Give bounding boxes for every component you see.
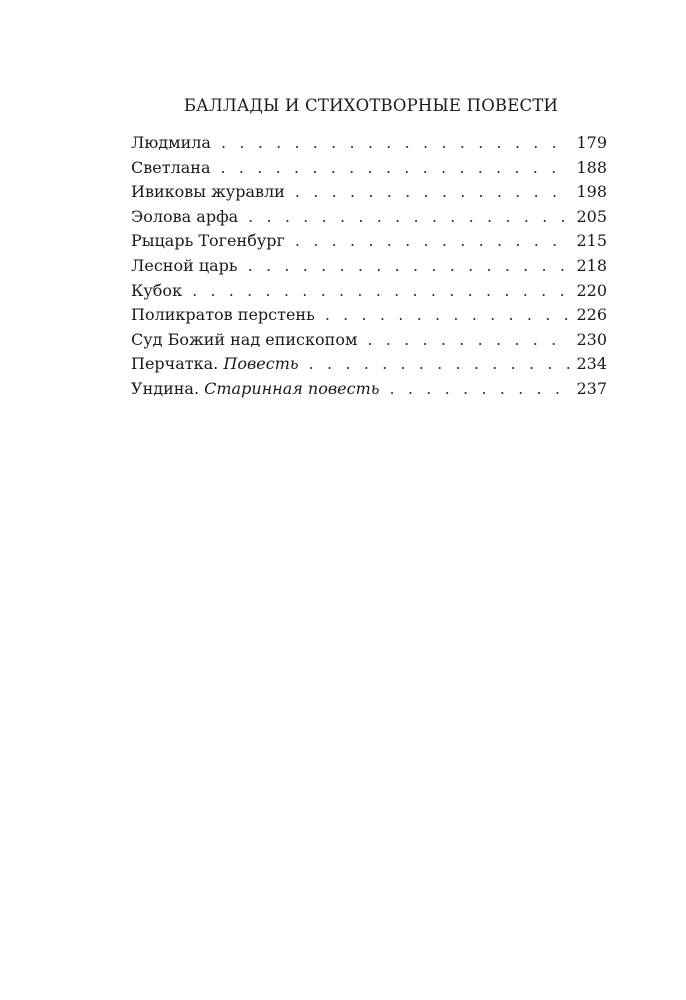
entry-title [131, 377, 379, 402]
entry-page-number: 218 [576, 255, 607, 275]
entry-title: Рыцарь Тогенбург [131, 231, 285, 251]
table-of-contents [131, 96, 607, 402]
entry-page-number: 179 [576, 133, 607, 152]
dot-leader [221, 131, 571, 156]
entry-subtitle: Старинная повесть [204, 378, 380, 398]
entry-page-number: 220 [576, 280, 607, 300]
toc-entry[interactable] [131, 180, 607, 205]
toc-entry[interactable] [131, 205, 607, 230]
dot-leader [389, 377, 570, 402]
toc-entry[interactable] [131, 377, 607, 402]
dot-leader [220, 156, 570, 181]
entry-title: Ивиковы журавли [131, 182, 285, 202]
toc-entry[interactable] [131, 156, 607, 181]
toc-entry[interactable] [131, 328, 607, 353]
dot-leader [325, 303, 571, 328]
entry-title-text: Ундина. [131, 378, 200, 398]
toc-entry[interactable] [131, 254, 607, 279]
entry-subtitle: Повесть [223, 354, 299, 374]
entry-title: Поликратов перстень [131, 305, 315, 325]
dot-leader [248, 205, 570, 230]
entry-page-number: 237 [576, 378, 607, 398]
dot-leader [192, 279, 570, 304]
toc-entry[interactable] [131, 303, 607, 328]
entry-page-number: 215 [576, 231, 607, 251]
entry-page-number: 226 [576, 305, 607, 325]
entry-title: Суд Божий над епископом [131, 329, 358, 349]
entry-page-number: 234 [576, 354, 607, 374]
entry-title [131, 352, 299, 377]
toc-list [131, 131, 607, 402]
entry-title: Людмила [131, 133, 211, 152]
dot-leader [367, 328, 570, 353]
entry-title-text: Перчатка. [131, 354, 219, 374]
toc-entry[interactable] [131, 352, 607, 377]
entry-page-number: 230 [576, 329, 607, 349]
entry-title: Светлана [131, 157, 211, 177]
dot-leader [295, 180, 571, 205]
toc-entry[interactable] [131, 279, 607, 304]
toc-entry[interactable] [131, 229, 607, 254]
entry-page-number: 205 [576, 206, 607, 226]
entry-page-number: 198 [576, 182, 607, 202]
entry-title: Лесной царь [131, 255, 238, 275]
entry-page-number: 188 [576, 157, 607, 177]
entry-title: Эолова арфа [131, 206, 239, 226]
dot-leader [309, 352, 571, 377]
section-heading: БАЛЛАДЫ И СТИХОТВОРНЫЕ ПОВЕСТИ [183, 96, 559, 115]
dot-leader [248, 254, 571, 279]
dot-leader [295, 229, 571, 254]
toc-entry[interactable] [131, 131, 607, 156]
entry-title: Кубок [131, 280, 183, 300]
